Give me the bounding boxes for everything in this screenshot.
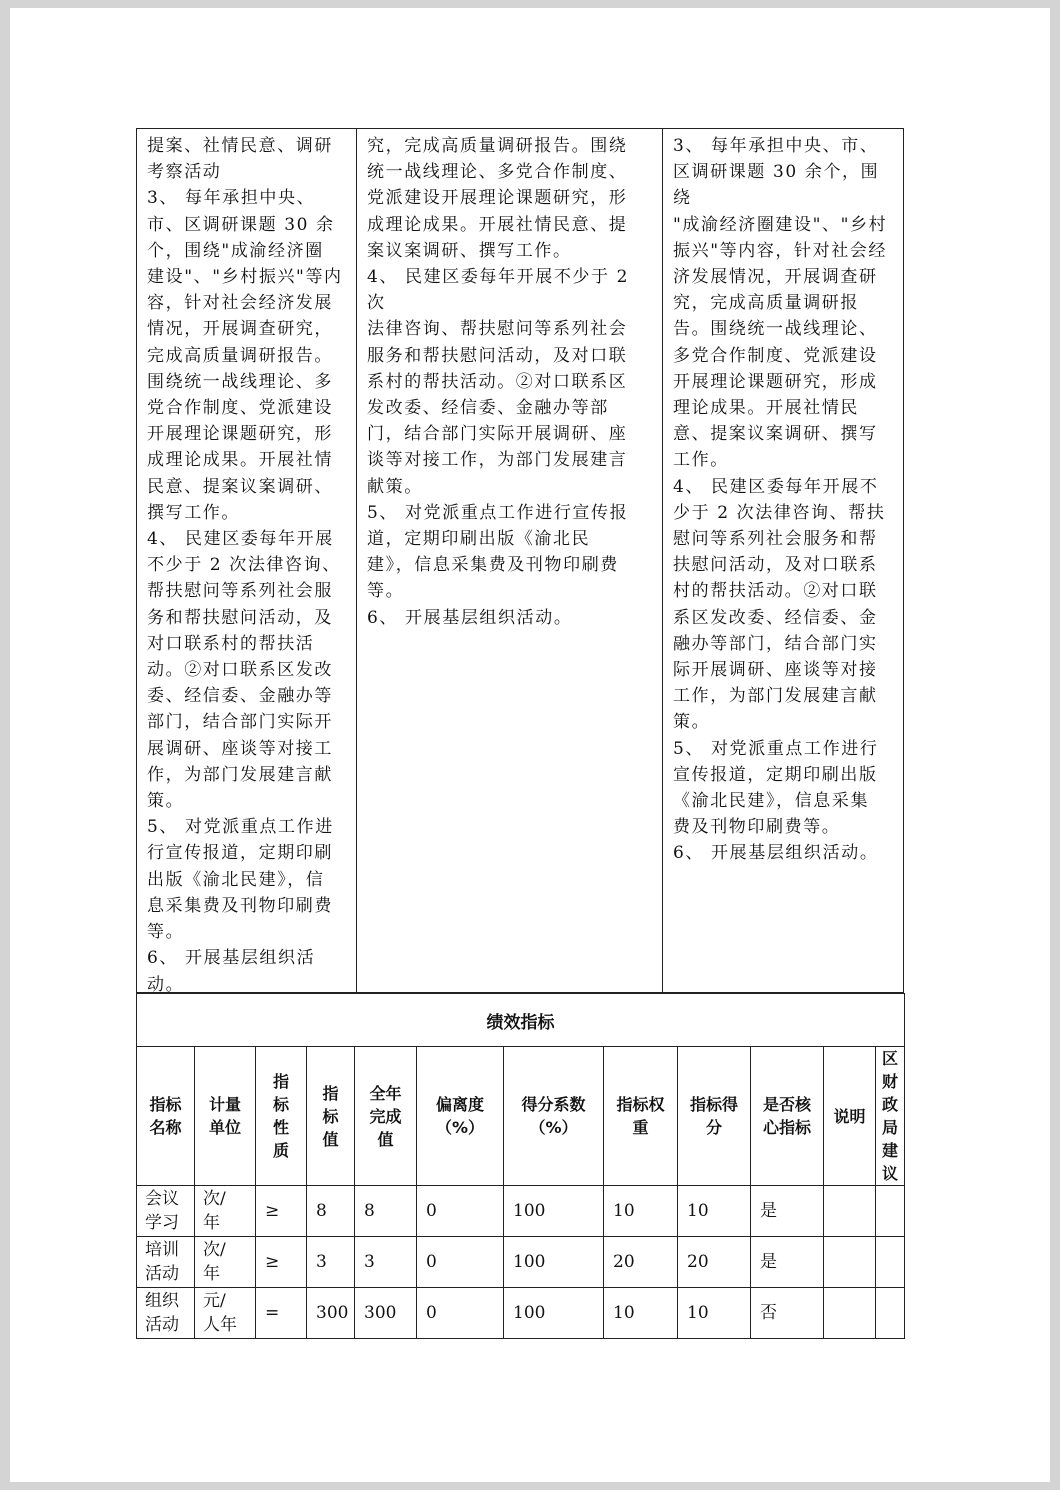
content-line: 5、 对党派重点工作进行 xyxy=(673,738,879,759)
content-line: 容，针对社会经济发展 xyxy=(147,293,333,314)
content-line: 开展理论课题研究，形成 xyxy=(673,371,878,392)
content-line: 完成高质量调研报告。 xyxy=(147,345,333,366)
content-line: 告。围绕统一战线理论、 xyxy=(673,319,878,340)
content-line: 系区发改委、经信委、金 xyxy=(673,607,878,628)
table-cell xyxy=(876,1186,905,1237)
cell-text: 次/年 xyxy=(203,1189,226,1233)
content-line: 策。 xyxy=(673,712,711,733)
content-line: 务和帮扶慰问活动，及 xyxy=(147,607,333,628)
table-cell xyxy=(824,1237,876,1288)
content-line: 意、提案议案调研、撰写 xyxy=(673,424,878,445)
table-cell xyxy=(824,1288,876,1339)
content-line: 撰写工作。 xyxy=(147,502,240,523)
content-line: 对口联系村的帮扶活 xyxy=(147,633,315,654)
header-label: 指标性质 xyxy=(273,1072,290,1160)
table-cell xyxy=(195,1237,256,1288)
header-row xyxy=(137,1047,905,1186)
content-line: 系村的帮扶活动。②对口联系区 xyxy=(367,371,628,392)
header-label: 指标名称 xyxy=(149,1095,182,1137)
content-line: 提案、社情民意、调研 xyxy=(147,136,333,156)
table-cell xyxy=(137,1288,195,1339)
table-cell: 0 xyxy=(417,1288,504,1339)
performance-indicator-table xyxy=(136,993,905,1339)
header-label: 指标得分 xyxy=(690,1095,739,1137)
content-line: 3、 每年承担中央、 xyxy=(147,188,316,209)
cell-text: 元/人年 xyxy=(203,1291,237,1335)
content-line: 成理论成果。开展社情 xyxy=(147,450,333,471)
header-cell xyxy=(678,1047,751,1186)
content-line: 案议案调研、撰写工作。 xyxy=(367,240,572,261)
content-line: 5、 对党派重点工作进行宣传报 xyxy=(367,502,629,523)
content-line: 谈等对接工作，为部门发展建言 xyxy=(367,450,628,471)
table-cell: 300 xyxy=(307,1288,355,1339)
table-cell: 8 xyxy=(355,1186,417,1237)
content-line: 6、 开展基层组织活动。 xyxy=(367,607,573,628)
content-line: 法律咨询、帮扶慰问等系列社会 xyxy=(367,319,628,340)
content-line: 究，完成高质量调研报 xyxy=(673,293,859,314)
content-line: 不少于 2 次法律咨询、 xyxy=(147,555,341,576)
header-cell xyxy=(824,1047,876,1186)
header-label: 说明 xyxy=(833,1106,866,1126)
content-line: 服务和帮扶慰问活动，及对口联 xyxy=(367,345,628,366)
header-label: 全年完成值 xyxy=(369,1083,402,1149)
content-line: 成理论成果。开展社情民意、提 xyxy=(367,214,628,235)
content-line: 4、 民建区委每年开展不 xyxy=(673,476,879,497)
content-line: 区调研课题 30 余个，围绕 xyxy=(673,162,880,209)
table-cell xyxy=(876,1237,905,1288)
table-cell: 300 xyxy=(355,1288,417,1339)
table-cell: 20 xyxy=(678,1237,751,1288)
header-label: 指标权重 xyxy=(616,1095,665,1137)
content-line: 动。 xyxy=(147,974,185,992)
header-label: 偏离度（%） xyxy=(436,1095,485,1137)
content-column-2 xyxy=(356,129,662,992)
header-cell xyxy=(876,1047,905,1186)
table-cell: 否 xyxy=(751,1288,824,1339)
table-cell: = xyxy=(256,1288,307,1339)
table-cell: 3 xyxy=(355,1237,417,1288)
content-line: 动。②对口联系区发改 xyxy=(147,660,333,681)
content-line: 围绕统一战线理论、多 xyxy=(147,371,333,392)
content-line: 慰问等系列社会服务和帮 xyxy=(673,529,878,550)
table-cell: 10 xyxy=(678,1186,751,1237)
content-line: 民意、提案议案调研、 xyxy=(147,476,333,497)
activity-content-table xyxy=(136,128,904,993)
header-cell xyxy=(307,1047,355,1186)
content-line: 息采集费及刊物印刷费 xyxy=(147,895,333,916)
content-line: 工作。 xyxy=(673,450,729,471)
header-label: 区财政局建议 xyxy=(882,1049,899,1183)
cell-text: 培训活动 xyxy=(145,1240,179,1284)
content-line: 工作，为部门发展建言献 xyxy=(673,686,878,707)
header-label: 是否核心指标 xyxy=(763,1095,812,1137)
header-label: 得分系数（%） xyxy=(521,1095,586,1137)
content-line: 等。 xyxy=(367,581,405,602)
table-cell: 10 xyxy=(678,1288,751,1339)
table-cell: 100 xyxy=(504,1288,604,1339)
content-column-3 xyxy=(662,129,903,992)
content-line: 际开展调研、座谈等对接 xyxy=(673,660,878,681)
table-cell: 100 xyxy=(504,1237,604,1288)
header-cell xyxy=(256,1047,307,1186)
content-line: 费及刊物印刷费等。 xyxy=(673,817,841,838)
content-line: 6、 开展基层组织活 xyxy=(147,948,316,969)
table-cell xyxy=(876,1288,905,1339)
content-line: 门，结合部门实际开展调研、座 xyxy=(367,424,628,445)
content-line: 4、 民建区委每年开展不少于 2 次 xyxy=(367,267,637,314)
table-cell xyxy=(137,1237,195,1288)
table-cell: 3 xyxy=(307,1237,355,1288)
content-line: 个，围绕"成渝经济圈 xyxy=(147,240,324,261)
table-cell: 是 xyxy=(751,1186,824,1237)
header-cell xyxy=(355,1047,417,1186)
content-line: 《渝北民建》，信息采集 xyxy=(673,791,870,812)
table-cell: 0 xyxy=(417,1186,504,1237)
content-line: 宣传报道，定期印刷出版 xyxy=(673,764,878,785)
content-line: 帮扶慰问等系列社会服 xyxy=(147,581,333,602)
content-line: 市、区调研课题 30 余 xyxy=(147,214,335,235)
table-cell: 是 xyxy=(751,1237,824,1288)
table-row xyxy=(137,1237,905,1288)
content-line: 扶慰问活动，及对口联系 xyxy=(673,555,878,576)
table-cell: ≥ xyxy=(256,1237,307,1288)
content-line: 建》，信息采集费及刊物印刷费 xyxy=(367,555,619,576)
header-cell xyxy=(751,1047,824,1186)
content-line: 等。 xyxy=(147,922,185,943)
table-cell: ≥ xyxy=(256,1186,307,1237)
content-line: 济发展情况，开展调查研 xyxy=(673,267,878,288)
content-line: 究，完成高质量调研报告。围绕 xyxy=(367,136,628,156)
header-cell xyxy=(195,1047,256,1186)
table-cell: 20 xyxy=(604,1237,678,1288)
content-line: 情况，开展调查研究， xyxy=(147,319,333,340)
content-line: 献策。 xyxy=(367,476,423,497)
content-line: "成渝经济圈建设"、"乡村 xyxy=(673,214,888,235)
content-line: 出版《渝北民建》，信 xyxy=(147,869,325,890)
content-line: 行宣传报道，定期印刷 xyxy=(147,843,333,864)
content-line: 4、 民建区委每年开展 xyxy=(147,529,334,550)
table-cell: 0 xyxy=(417,1237,504,1288)
content-column-1 xyxy=(137,129,356,992)
header-cell xyxy=(504,1047,604,1186)
content-line: 作，为部门发展建言献 xyxy=(147,764,333,785)
cell-text: 次/年 xyxy=(203,1240,226,1284)
header-label: 指标值 xyxy=(322,1083,339,1149)
content-line: 开展理论课题研究，形 xyxy=(147,424,333,445)
table-row xyxy=(137,1288,905,1339)
content-line: 道，定期印刷出版《渝北民 xyxy=(367,529,591,550)
cell-text: 组织活动 xyxy=(145,1291,179,1335)
content-line: 理论成果。开展社情民 xyxy=(673,398,859,419)
table-cell xyxy=(195,1186,256,1237)
content-line: 策。 xyxy=(147,791,185,812)
content-line: 少于 2 次法律咨询、帮扶 xyxy=(673,502,886,523)
content-line: 统一战线理论、多党合作制度、 xyxy=(367,162,628,183)
table-cell: 10 xyxy=(604,1288,678,1339)
content-line: 振兴"等内容，针对社会经 xyxy=(673,240,888,261)
table-cell: 10 xyxy=(604,1186,678,1237)
content-line: 村的帮扶活动。②对口联 xyxy=(673,581,878,602)
content-line: 多党合作制度、党派建设 xyxy=(673,345,878,366)
content-line: 党合作制度、党派建设 xyxy=(147,398,333,419)
header-label: 计量单位 xyxy=(209,1095,242,1137)
header-cell xyxy=(604,1047,678,1186)
content-line: 部门，结合部门实际开 xyxy=(147,712,333,733)
content-line: 展调研、座谈等对接工 xyxy=(147,738,333,759)
content-line: 党派建设开展理论课题研究，形 xyxy=(367,188,628,209)
content-line: 委、经信委、金融办等 xyxy=(147,686,333,707)
cell-text: 会议学习 xyxy=(145,1189,179,1233)
header-cell xyxy=(137,1047,195,1186)
table-cell: 100 xyxy=(504,1186,604,1237)
table-cell xyxy=(137,1186,195,1237)
content-line: 5、 对党派重点工作进 xyxy=(147,817,334,838)
table-cell xyxy=(824,1186,876,1237)
content-line: 考察活动 xyxy=(147,162,222,183)
table-cell: 8 xyxy=(307,1186,355,1237)
content-line: 发改委、经信委、金融办等部 xyxy=(367,398,609,419)
table-row xyxy=(137,1186,905,1237)
table-cell xyxy=(195,1288,256,1339)
performance-title: 绩效指标 xyxy=(137,994,905,1047)
content-line: 3、 每年承担中央、市、 xyxy=(673,136,879,156)
header-cell xyxy=(417,1047,504,1186)
content-line: 6、 开展基层组织活动。 xyxy=(673,843,879,864)
content-line: 建设"、"乡村振兴"等内 xyxy=(147,267,343,288)
content-line: 融办等部门，结合部门实 xyxy=(673,633,878,654)
